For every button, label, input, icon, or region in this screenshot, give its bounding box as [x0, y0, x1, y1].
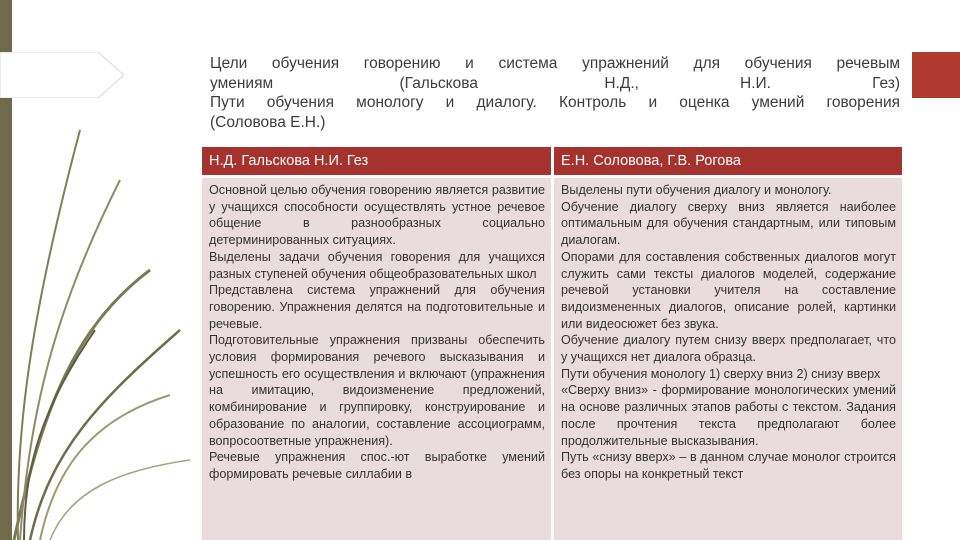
- cell-paragraph: Обучение диалогу путем снизу вверх предполагает, что у учащихся нет диалога образца.: [561, 333, 896, 365]
- cell-paragraph: Выделены задачи обучения говорения для учащихся разных ступеней обучения общеобразовательных школ: [209, 249, 545, 281]
- title-line-4: (Соловова Е.Н.): [210, 113, 326, 131]
- cell-paragraph: Путь «снизу вверх» – в данном случае монолог строится без опоры на конкретный текст: [561, 450, 896, 481]
- title-line-1: Цели обучения говорению и система упражнений для обучения речевым: [210, 55, 900, 72]
- cell-paragraph: Подготовительные упражнения призваны обеспечить условия формирования речевого высказывания и успешность его осуществления и включают (упражнения на имитацию, видоизменение предложений, комбинирование и группировку, конструирование и образование по аналогии, составление ассоциограмм, вопросоответные упражнения).: [209, 333, 545, 448]
- cell-paragraph: Выделены пути обучения диалогу и монологу.: [561, 183, 832, 197]
- title-line-2: умениям (Гальскова Н.Д., Н.И. Гез): [210, 74, 900, 92]
- header-solovova-rogova: Е.Н. Соловова, Г.В. Рогова: [551, 147, 902, 175]
- title-line-3: Пути обучения монологу и диалогу. Контроль и оценка умений говорения: [210, 94, 900, 111]
- table-header-row: [202, 147, 902, 175]
- cell-galskova-gez: [202, 175, 551, 540]
- cell-solovova-rogova: [551, 175, 902, 540]
- comparison-table: [202, 147, 902, 540]
- cell-paragraph: Обучение диалогу сверху вниз является наиболее оптимальным для обучения стандартным, или типовым диалогам.: [561, 199, 896, 248]
- cell-paragraph: Пути обучения монологу 1) сверху вниз 2) снизу вверх: [561, 366, 881, 381]
- cell-paragraph: «Сверху вниз» - формирование монологических умений на основе различных этапов работы с текстом. Задания после прочтения текста предполагают более продолжительные высказывания.: [561, 383, 896, 448]
- cell-paragraph: Опорами для составления собственных диалогов могут служить сами тексты диалогов моделей, содержание речевой установки учителя на составление видоизмененных диалогов, описание ролей, картинки или видеосюжет без звука.: [561, 249, 896, 331]
- right-accent-block: [912, 52, 960, 98]
- title-arrow-marker: [0, 52, 124, 98]
- header-galskova-gez: Н.Д. Гальскова Н.И. Гез: [209, 153, 369, 169]
- cell-paragraph: Основной целью обучения говорению является развитие у учащихся способности осуществлять устное речевое общение в разнообразных социально детерминированных ситуациях.: [209, 183, 545, 248]
- cell-paragraph: Представлена система упражнений для обучения говорению. Упражнения делятся на подготовительные и речевые.: [209, 283, 545, 331]
- table-body-row: [202, 175, 902, 540]
- cell-paragraph: Речевые упражнения спос.-ют выработке умений формировать речевые силлабии в: [209, 450, 545, 481]
- slide-title: [210, 54, 900, 132]
